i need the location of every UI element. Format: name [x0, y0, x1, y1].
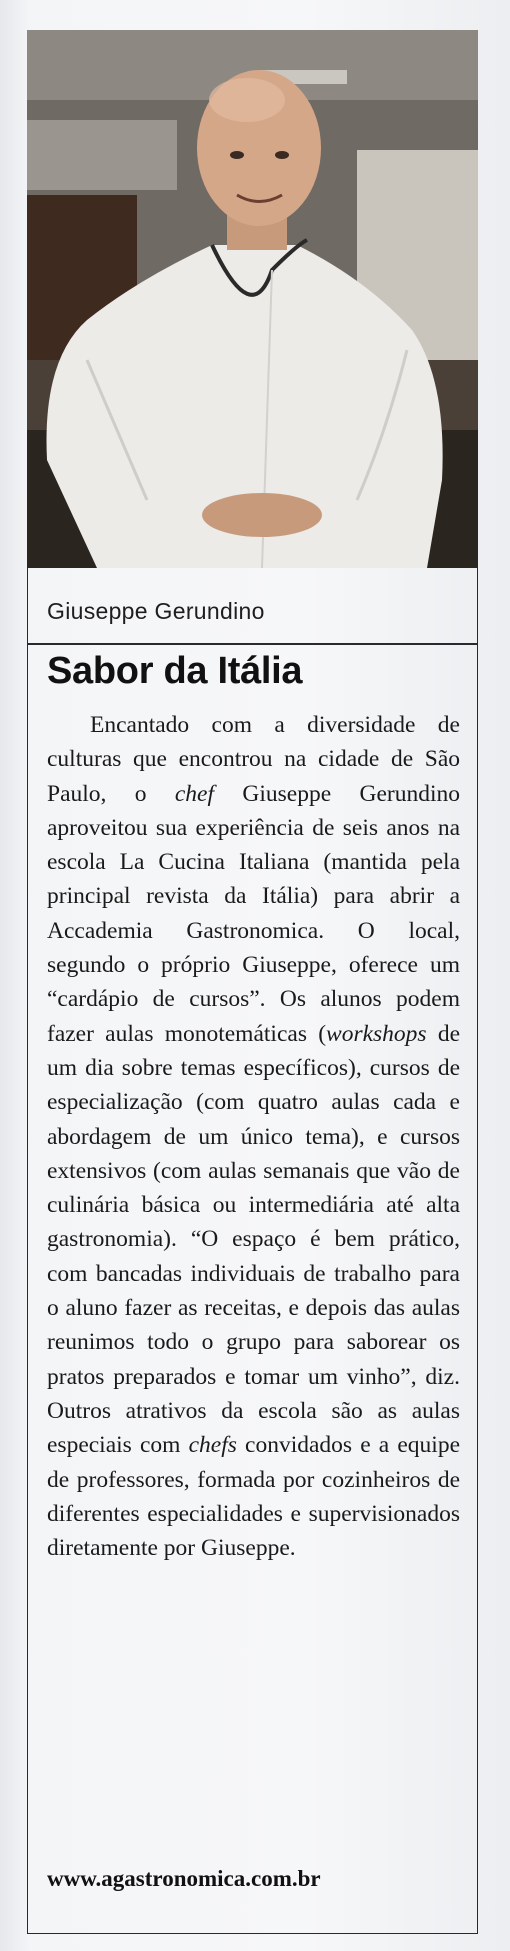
byline-rule [28, 643, 477, 645]
byline: Giuseppe Gerundino [47, 598, 265, 624]
body-paragraph [47, 708, 460, 1565]
body-text-run: Encantado com a diversidade de culturas que encontrou na cidade de São Paulo, o [47, 712, 460, 807]
website-url: www.agastronomica.com.br [47, 1866, 321, 1891]
article-box [27, 568, 478, 1934]
body-text-run: de um dia sobre temas específicos), cursos de especialização (com quatro aulas cada e abordagem de um único tema), e cursos extensivos (com aulas semanais que vão de culinária básica ou intermediária até alta gastronomia). “O espaço é bem prático, com bancadas individuais de trabalho para o aluno fazer as receitas, e depois das aulas reunimos todo o grupo para saborear os pratos preparados e tomar um vinho”, diz. Outros atrativos da escola são as aulas especiais com [47, 1020, 460, 1459]
body-text-run: convidados e a equipe de professores, formada por cozinheiros de diferentes especialidades e supervisionados diretamente por Giuseppe. [47, 1432, 460, 1562]
body-italic-run: chefs [188, 1432, 237, 1459]
body-italic-run: workshops [326, 1020, 427, 1047]
chef-photo [27, 30, 478, 568]
headline: Sabor da Itália [47, 650, 303, 692]
article-body [47, 708, 460, 1565]
body-italic-run: chef [174, 780, 215, 807]
body-text-run: Giuseppe Gerundino aproveitou sua experiência de seis anos na escola La Cucina Italiana (mantida pela principal revista da Itália) para abrir a Accademia Gastronomica. O local, segundo o próprio Giuseppe, oferece um “cardápio de cursos”. Os alunos podem fazer aulas monotemáticas ( [47, 780, 460, 1047]
